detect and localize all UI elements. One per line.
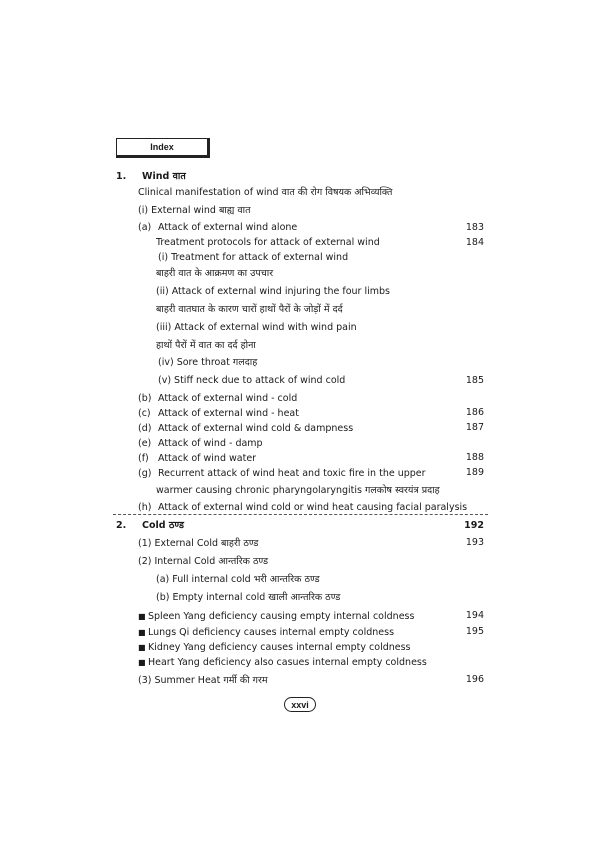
entry-tp-v: (v) Stiff neck due to attack of wind cold: [158, 375, 346, 386]
entry-h: [138, 502, 467, 514]
bullet-icon: ■: [138, 643, 146, 652]
page-number: 185: [465, 375, 484, 386]
entry-label: (f): [138, 453, 149, 464]
entry-tp-i: (i) Treatment for attack of external wind: [158, 252, 349, 263]
entry-label: (a): [138, 222, 152, 233]
section-number: 2.: [116, 520, 127, 531]
entry-label: (d): [138, 423, 152, 434]
entry-label: (h): [138, 502, 152, 513]
entry-internal-cold: (2) Internal Cold आन्तरिक ठण्ड: [138, 556, 269, 567]
entry-tp-iii-hindi: हाथों पैरों में वात का दर्द होना: [156, 340, 256, 351]
section-heading-wind: [116, 171, 186, 183]
index-header-box: [116, 138, 210, 158]
entry-label: (g): [138, 468, 152, 479]
entry-tp-i-hindi: बाहरी वात के आक्रमण का उपचार: [156, 268, 274, 279]
page-number: 189: [465, 467, 484, 478]
bullet-item: [138, 627, 394, 639]
bullet-item: [138, 657, 427, 669]
page-number: 184: [465, 237, 484, 248]
entry-g-continued: warmer causing chronic pharyngolaryngitis गलकोष स्वरयंत्र प्रदाह: [156, 485, 440, 496]
page-number: 196: [465, 674, 484, 685]
entry-tp-iii: (iii) Attack of external wind with wind pain: [156, 322, 357, 333]
bullet-text: Lungs Qi deficiency causes internal empty coldness: [148, 627, 395, 638]
entry-label: (e): [138, 438, 152, 449]
footer-page-number: [284, 697, 316, 712]
index-title: Index: [150, 142, 174, 152]
entry-text: Attack of external wind cold or wind heat causing facial paralysis: [158, 502, 468, 513]
entry-text: Attack of external wind - heat: [158, 408, 299, 419]
entry-text: Attack of external wind - cold: [158, 393, 298, 404]
section-heading-cold: [116, 520, 184, 532]
page-number: 192: [464, 520, 484, 531]
entry-c: [138, 408, 299, 420]
entry-d: [138, 423, 353, 435]
section-title: Wind वात: [142, 171, 186, 182]
page-number: 195: [465, 626, 484, 637]
bullet-icon: ■: [138, 658, 146, 667]
bullet-item: [138, 611, 414, 623]
page-number: 187: [465, 422, 484, 433]
entry-text: Recurrent attack of wind heat and toxic fire in the upper: [158, 468, 426, 479]
page-number: 183: [465, 222, 484, 233]
entry-text: Attack of external wind alone: [158, 222, 298, 233]
section-divider: [113, 514, 488, 515]
section-number: 1.: [116, 171, 127, 182]
bullet-item: [138, 642, 411, 654]
footer-page-label: xxvi: [291, 699, 309, 710]
entry-tp-ii: (ii) Attack of external wind injuring the four limbs: [156, 286, 390, 297]
entry-text: Attack of wind - damp: [158, 438, 263, 449]
entry-e: [138, 438, 263, 450]
entry-label: (c): [138, 408, 151, 419]
page-number: 186: [465, 407, 484, 418]
bullet-text: Kidney Yang deficiency causes internal empty coldness: [148, 642, 411, 653]
bullet-text: Spleen Yang deficiency causing empty internal coldness: [148, 611, 415, 622]
entry-text: Attack of external wind cold & dampness: [158, 423, 354, 434]
entry-g: [138, 468, 426, 480]
entry-summer-heat: (3) Summer Heat गर्मी की गरम: [138, 675, 268, 686]
entry-clinical: Clinical manifestation of wind वात की रोग विषयक अभिव्यक्ति: [138, 187, 393, 198]
bullet-icon: ■: [138, 612, 146, 621]
bullet-icon: ■: [138, 628, 146, 637]
entry-text: Attack of wind water: [158, 453, 257, 464]
entry-external-cold: (1) External Cold बाहरी ठण्ड: [138, 538, 259, 549]
entry-a: [138, 222, 297, 234]
section-title: Cold ठण्ड: [142, 520, 184, 531]
entry-external-wind: (i) External wind बाह्य वात: [138, 205, 251, 216]
entry-b: [138, 393, 297, 405]
entry-tp-iv: (iv) Sore throat गलदाह: [158, 357, 258, 368]
page-number: 193: [465, 537, 484, 548]
entry-label: (b): [138, 393, 152, 404]
entry-empty-internal-cold: (b) Empty internal cold खाली आन्तरिक ठण्ड: [156, 592, 341, 603]
page-number: 194: [465, 610, 484, 621]
bullet-text: Heart Yang deficiency also casues internal empty coldness: [148, 657, 427, 668]
entry-tp-ii-hindi: बाहरी वातघात के कारण चारों हाथों पैरों के जोड़ों में दर्द: [156, 304, 343, 315]
page-number: 188: [465, 452, 484, 463]
entry-f: [138, 453, 256, 465]
entry-treatment-protocols: Treatment protocols for attack of external wind: [156, 237, 380, 248]
entry-full-internal-cold: (a) Full internal cold भरी आन्तरिक ठण्ड: [156, 574, 320, 585]
